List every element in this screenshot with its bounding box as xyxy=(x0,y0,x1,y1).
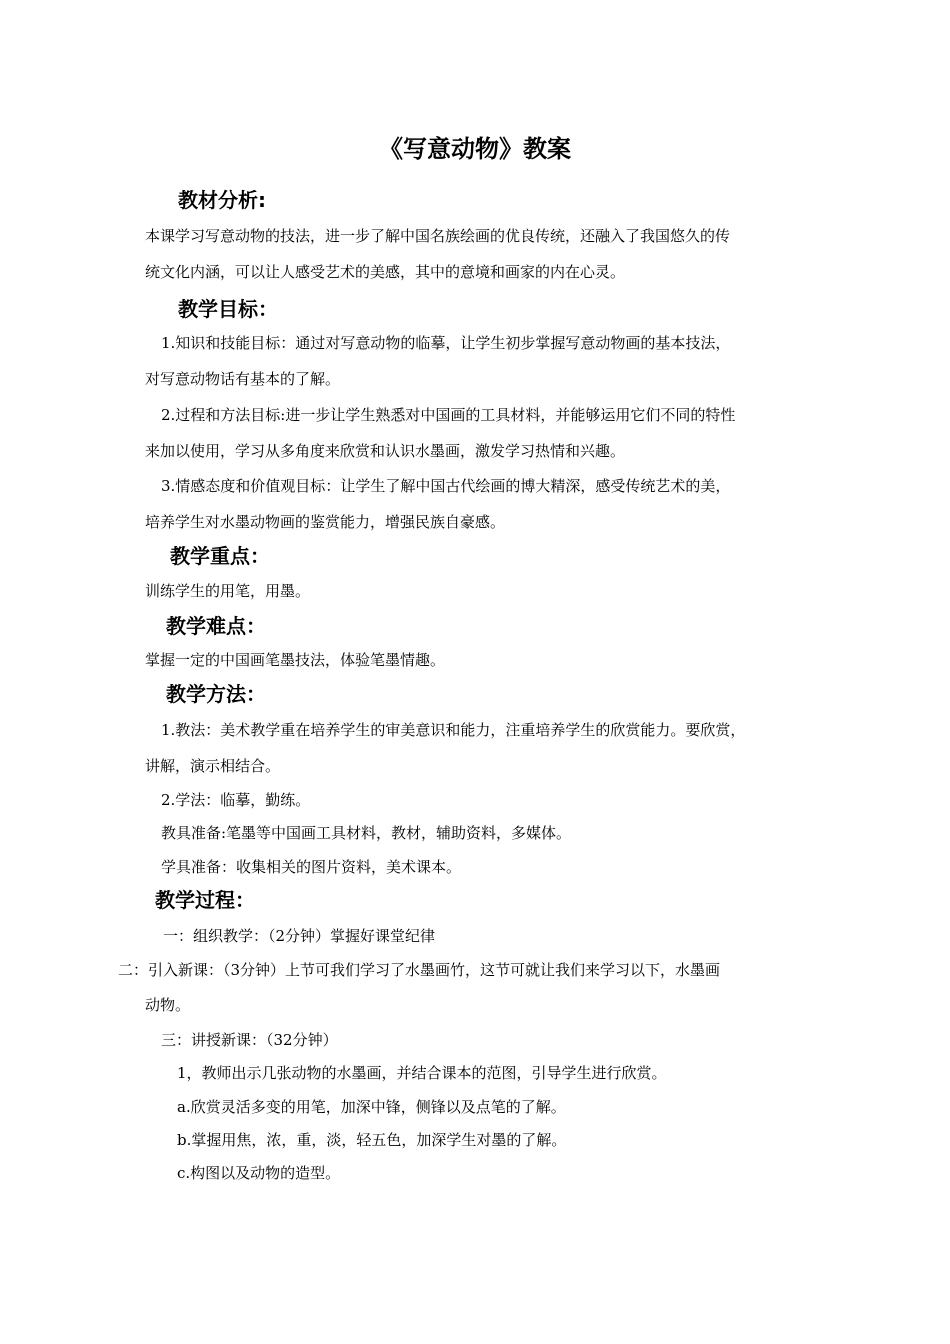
method-line-3: 2.学法：临摹，勤练。 xyxy=(161,791,311,809)
process-line-6: a.欣赏灵活多变的用笔，加深中锋，侧锋以及点笔的了解。 xyxy=(177,1098,566,1116)
process-line-5: 1，教师出示几张动物的水墨画，并结合课本的范图，引导学生进行欣赏。 xyxy=(177,1064,667,1082)
method-line-2: 讲解，演示相结合。 xyxy=(145,757,281,775)
process-line-4: 三：讲授新课：（32分钟） xyxy=(161,1031,338,1049)
goals-line-3: 2.过程和方法目标:进一步让学生熟悉对中国画的工具材料，并能够运用它们不同的特性 xyxy=(161,406,736,424)
process-line-8: c.构图以及动物的造型。 xyxy=(177,1164,341,1182)
process-line-2: 二：引入新课：（3分钟）上节可我们学习了水墨画竹，这节可就让我们来学习以下，水墨画 xyxy=(118,961,721,979)
goals-line-5: 3.情感态度和价值观目标：让学生了解中国古代绘画的博大精深，感受传统艺术的美， xyxy=(161,477,731,495)
goals-line-6: 培养学生对水墨动物画的鉴赏能力，增强民族自豪感。 xyxy=(145,513,506,531)
document-title: 《写意动物》教案 xyxy=(379,135,571,163)
goals-line-2: 对写意动物话有基本的了解。 xyxy=(145,370,341,388)
process-line-3: 动物。 xyxy=(145,996,191,1014)
heading-teaching-key: 教学重点： xyxy=(170,544,270,568)
method-line-4: 教具准备:笔墨等中国画工具材料，教材，辅助资料，多媒体。 xyxy=(161,824,572,842)
material-text-line-2: 统文化内涵，可以让人感受艺术的美感，其中的意境和画家的内在心灵。 xyxy=(145,263,626,281)
process-line-7: b.掌握用焦，浓，重，淡，轻五色，加深学生对墨的了解。 xyxy=(177,1131,567,1149)
material-text-line-1: 本课学习写意动物的技法，进一步了解中国名族绘画的优良传统，还融入了我国悠久的传 xyxy=(145,227,731,245)
method-line-1: 1.教法：美术教学重在培养学生的审美意识和能力，注重培养学生的欣赏能力。要欣赏， xyxy=(161,721,746,739)
heading-teaching-process: 教学过程： xyxy=(155,888,255,912)
process-line-1: 一：组织教学：（2分钟）掌握好课堂纪律 xyxy=(163,927,436,945)
goals-line-4: 来加以使用，学习从多角度来欣赏和认识水墨画，激发学习热情和兴趣。 xyxy=(145,442,626,460)
heading-teaching-goals: 教学目标： xyxy=(178,297,278,321)
key-text: 训练学生的用笔，用墨。 xyxy=(145,582,311,600)
heading-teaching-method: 教学方法： xyxy=(166,682,266,706)
heading-teaching-difficulty: 教学难点： xyxy=(166,614,266,638)
method-line-5: 学具准备：收集相关的图片资料，美术课本。 xyxy=(161,858,462,876)
heading-material-analysis: 教材分析: xyxy=(178,188,266,212)
goals-line-1: 1.知识和技能目标：通过对写意动物的临摹，让学生初步掌握写意动物画的基本技法， xyxy=(161,334,731,352)
difficulty-text: 掌握一定的中国画笔墨技法，体验笔墨情趣。 xyxy=(145,651,446,669)
